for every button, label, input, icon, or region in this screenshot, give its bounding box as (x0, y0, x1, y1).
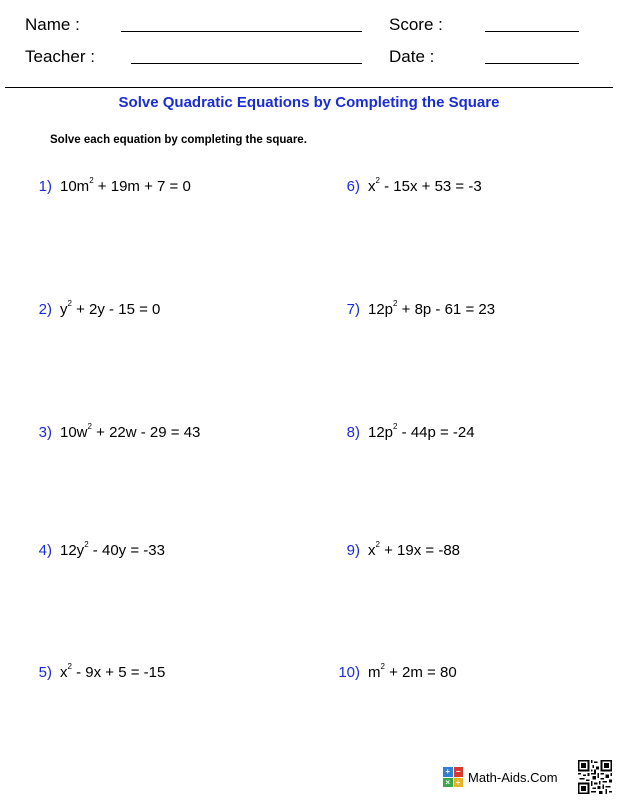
name-line[interactable] (121, 31, 362, 32)
problem-7 (336, 301, 495, 318)
equation: $12p^2 - 44p = -24$ (368, 422, 475, 441)
worksheet-title: Solve Quadratic Equations by Completing the Square (118, 94, 500, 111)
problem-number: 4) (38, 542, 52, 559)
teacher-label: Teacher : (25, 47, 95, 66)
teacher-line[interactable] (131, 63, 362, 64)
equation: $10m^2 + 19m + 7 = 0$ (60, 176, 191, 195)
score-line[interactable] (485, 31, 579, 32)
site-name: Math-Aids.Com (468, 770, 558, 785)
equation: $10w^2 + 22w - 29 = 43$ (60, 422, 201, 441)
problem-2 (30, 301, 160, 318)
equation: $12p^2 + 8p - 61 = 23$ (368, 299, 496, 318)
qr-code-icon (578, 760, 612, 794)
problem-8 (336, 424, 475, 441)
problem-5 (30, 664, 165, 681)
problem-number: 2) (38, 301, 52, 318)
header-divider (5, 87, 613, 88)
problem-number: 7) (346, 301, 360, 318)
date-label: Date : (389, 47, 435, 66)
equation: $12y^2 - 40y = -33$ (60, 540, 165, 559)
instructions: Solve each equation by completing the square. (50, 134, 307, 146)
equation: $x^2 - 15x + 53 = -3$ (368, 176, 482, 195)
problem-1 (30, 178, 191, 195)
score-label: Score : (389, 15, 443, 34)
problem-6 (336, 178, 482, 195)
problem-number: 5) (38, 664, 52, 681)
equation: $y^2 + 2y - 15 = 0$ (60, 299, 161, 318)
problem-9 (336, 542, 460, 559)
problem-number: 8) (346, 424, 360, 441)
problem-3 (30, 424, 200, 441)
equation: $x^2 - 9x + 5 = -15$ (60, 662, 166, 681)
math-aids-logo-icon: + − × ÷ (443, 767, 463, 787)
date-line[interactable] (485, 63, 579, 64)
problem-number: 6) (346, 178, 360, 195)
name-label: Name : (25, 15, 80, 34)
equation: $x^2 + 19x = -88$ (368, 540, 461, 559)
problem-10 (336, 664, 457, 681)
problem-number: 1) (38, 178, 52, 195)
problem-number: 3) (38, 424, 52, 441)
problem-number: 10) (338, 664, 360, 681)
problem-4 (30, 542, 165, 559)
equation: $m^2 + 2m = 80$ (368, 662, 457, 681)
problem-number: 9) (346, 542, 360, 559)
